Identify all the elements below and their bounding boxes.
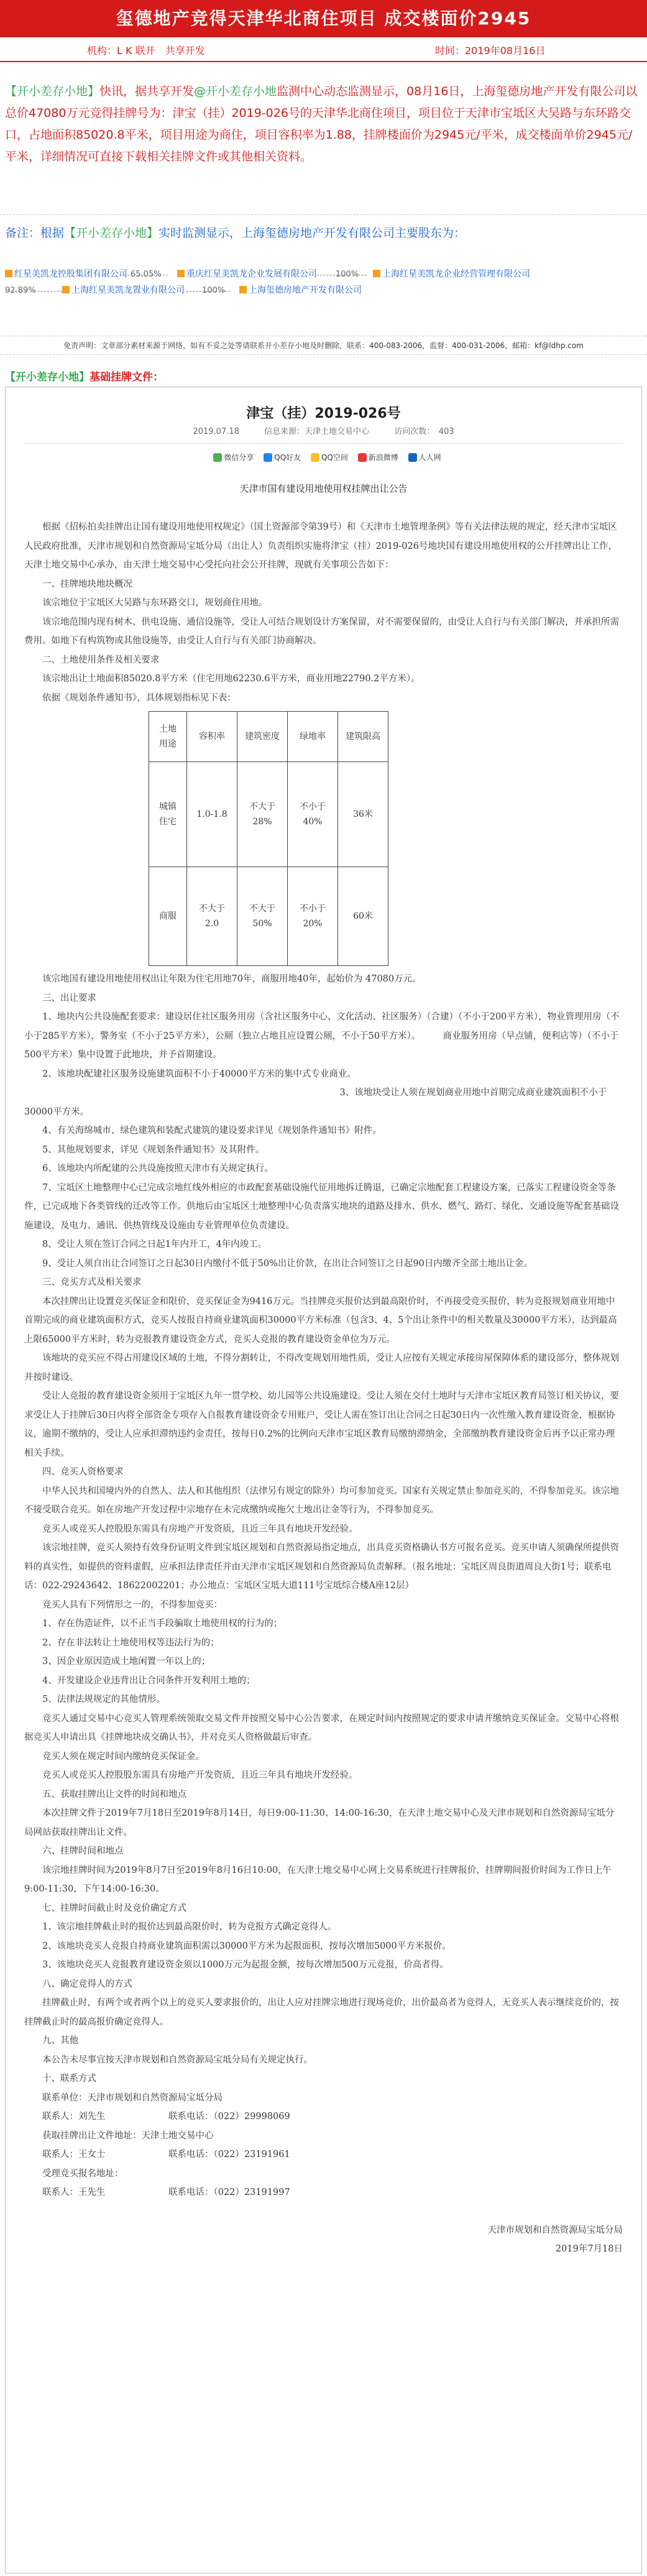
paragraph: 受让人竞报的教育建设资金须用于宝坻区九年一贯学校、幼儿园等公共设施建设。受让人须在交付土地时与天津市宝坻区教育局签订相关协议，要求受让人于挂牌后30日内将全部资金专项存入自报教育建设资金专用账户，受让人需在签订出让合同之日起30日内一次性缴入教育建设资金，根据协议，逾期不缴纳的，受让人应承担滞纳违约金责任，按每日0.2%的比例向天津市宝坻区教育局缴纳滞纳金，全部缴纳教育建设资金后再予以正常办理相关手续。 bbox=[24, 1391, 619, 1458]
document-meta bbox=[6, 425, 641, 436]
paragraph: 竞买人或竞买人控股股东需具有房地产开发资质，且近三年具有地块开发经验。 bbox=[42, 1770, 358, 1780]
table-row bbox=[149, 762, 388, 867]
table-cell: 绿地率 bbox=[288, 712, 338, 762]
paragraph: 依据《规划条件通知书》，具体规划指标见下表： bbox=[42, 692, 236, 703]
table-cell: 36米 bbox=[338, 762, 388, 867]
share-label[interactable]: 新浪微博 bbox=[368, 453, 398, 462]
table-cell: 不小于20% bbox=[288, 867, 338, 966]
time-label: 时间：2019年08月16日 bbox=[435, 45, 546, 57]
paragraph: 该宗地挂牌，竞买人须持有效身份证明文件到宝坻区规划和自然资源局指定地点，出具竞买资格确认书方可报名竞买。竞买申请人须确保所提供资料的真实性，如提供的资料虚假，应承担法律责任并由天津市宝坻区规划和自然资源局负责解释。（报名地址：宝坻区周良街道周良大街1号；联系电话：022-29243642、18622002201；办公地点：宝坻区宝坻大道111号宝坻综合楼A座12层） bbox=[24, 1543, 619, 1591]
shareholder-node[interactable] bbox=[373, 267, 530, 281]
qq-icon[interactable] bbox=[264, 453, 272, 462]
paragraph: 1、该宗地挂牌截止时的报价达到最高限价时，转为竞报方式确定竞得人。 bbox=[42, 1922, 337, 1932]
document-heading: 天津市国有建设用地使用权挂牌出让公告 bbox=[239, 483, 408, 494]
paragraph: 根据《招标拍卖挂牌出让国有建设用地使用权规定》（国土资源部令第39号）和《天津市土地管理条例》等有关法律法规的规定，经天津市宝坻区人民政府批准，天津市规划和自然资源局宝坻分局（出让人）负责组织实施将津宝（挂）2019-026号地块国有建设用地使用权的公开挂牌出让工作，天津土地交易中心承办，由天津土地交易中心受托向社会公开挂牌，现就有关事项公告如下： bbox=[24, 522, 617, 570]
page-title: 玺德地产竞得天津华北商住项目 成交楼面价2945 bbox=[0, 0, 647, 37]
planning-table bbox=[149, 711, 388, 966]
table-cell: 建筑限高 bbox=[338, 712, 388, 762]
section-heading: 八、确定竞得人的方式 bbox=[42, 1979, 132, 1989]
section-text: 基础挂牌文件： bbox=[89, 371, 163, 384]
paragraph: 7、宝坻区土地整理中心已完成宗地红线外相应的市政配套基础设施代征用地拆迁腾退，已确定宗地配套工程建设方案，已落实工程建设资金等条件，已完成地下各类管线的迁改等工作。供地后由宝坻区土地整理中心负责落实地块的道路及排水、供水、燃气、路灯、绿化、交通设施等配套基础设施建设，及电力、通讯、供热管线及设施由专业管理单位负责建设。 bbox=[24, 1182, 619, 1231]
table-cell: 1.0-1.8 bbox=[187, 762, 237, 867]
table-cell: 城镇住宅 bbox=[149, 762, 187, 867]
weibo-icon[interactable] bbox=[358, 453, 367, 462]
disclaimer: 免责声明：文章部分素材来源于网络，如有不妥之处等请联系开小差存小地及时删除，联系：400-083-2006，监督：400-031-2006，邮箱：kf@ldhp.com bbox=[0, 336, 647, 355]
paragraph: 该宗地国有建设用地使用权出让年限为住宅用地70年，商服用地40年，起始价为 47080万元。 bbox=[42, 974, 421, 984]
table-cell: 商服 bbox=[149, 867, 187, 966]
table-cell: 土地用途 bbox=[149, 712, 187, 762]
holding-pct: 65.05% bbox=[131, 270, 162, 279]
paragraph: 9、受让人须自出让合同签订之日起30日内缴付不低于50%出让价款，在出让合同签订之日起90日内缴齐全部土地出让金。 bbox=[42, 1258, 533, 1269]
shareholder-node[interactable] bbox=[5, 267, 127, 281]
paragraph: 6、该地块内所配建的公共设施按照天津市有关规定执行。 bbox=[42, 1164, 273, 1174]
paragraph: 竞买人须在规定时间内缴纳竞买保证金。 bbox=[42, 1751, 204, 1762]
paragraph: 3、因企业原因造成土地闲置一年以上的； bbox=[42, 1657, 211, 1667]
paragraph: 4、有关海绵城市、绿色建筑和装配式建筑的建设要求详见《规划条件通知书》附件。 bbox=[42, 1126, 382, 1136]
share-label[interactable]: QQ好友 bbox=[274, 453, 301, 462]
paragraph: 5、法律法规规定的其他情形。 bbox=[42, 1695, 165, 1704]
company-icon bbox=[373, 270, 380, 277]
paragraph: 竞买人具有下列情形之一的，不得参加竞买： bbox=[42, 1599, 223, 1610]
paragraph: 该宗地出让土地面积85020.8平方米（住宅用地62230.6平方米，商业用地22790.2平方米）。 bbox=[42, 674, 420, 684]
company-icon bbox=[5, 270, 12, 277]
contact-line: 获取挂牌出让文件地址：天津土地交易中心 bbox=[42, 2130, 214, 2141]
contact-line: 受理竞买报名地址： bbox=[42, 2168, 124, 2179]
paragraph: 8、受让人须在签订合同之日起1年内开工，4年内竣工。 bbox=[42, 1240, 267, 1249]
table-row bbox=[149, 867, 388, 966]
lead-text-2: 监测中心动态监测显示，08月16日，上海玺德房地产开发有限公司以总价47080万元竞得挂牌号为：津宝（挂）2019-026号的天津华北商住项目，项目位于天津市宝坻区大吴路与东环路交口，占地面积85020.8平米，项目用途为商住，项目容积率为1.88，挂牌楼面价为2945元/平米，成交楼面单价2945元/平米，详细情况可直接下载相关挂牌文件或其他相关资料。 bbox=[5, 85, 638, 163]
paragraph: 竞买人通过交易中心竞买人管理系统领取交易文件并按照交易中心公告要求，在规定时间内按照规定的要求申请并缴纳竞买保证金。交易中心将根据竞买人申请出具《挂牌地块成交确认书》，并对竞买人资格做最后审查。 bbox=[24, 1713, 619, 1742]
company-icon bbox=[62, 286, 70, 293]
shareholder-node[interactable] bbox=[177, 267, 317, 281]
signature-date: 2019年7月18日 bbox=[555, 2244, 623, 2254]
contact-line: 联系人：刘先生 联系电话：（022）29998069 bbox=[42, 2112, 290, 2122]
note-text: 实时监测显示，上海玺德房地产开发有限公司主要股东为： bbox=[158, 226, 466, 240]
paragraph: 2、该地块竞买人竞报自持商业建筑面积需以30000平方米为起报面积，按每次增加5000平方米报价。 bbox=[42, 1941, 451, 1951]
shareholder-node[interactable] bbox=[239, 283, 362, 297]
note-prefix: 备注：根据 bbox=[5, 226, 65, 240]
holding-pct: 100% bbox=[336, 270, 359, 279]
paragraph: 2、该地块配建社区服务设施建筑面积不小于40000平方米的集中式专业商业。 bbox=[42, 1069, 356, 1079]
shareholder-name[interactable]: 上海红星美凯龙置业有限公司 bbox=[71, 285, 185, 295]
paragraph: 1、地块内公共设施配套要求：建设居住社区服务用房（含社区服务中心、文化活动、社区服务）（合建）（不小于200平方米），物业管理用房（不小于285平方米），警务室（不小于25平方米），公厕（独立占地且应设置公厕，不小于50平方米）。 商业服务用房（早点铺，便利店等）（不小于500平方米）集中设置于此地块，并予首期建设。 bbox=[24, 1012, 620, 1060]
note-tag[interactable]: 【开小差存小地】 bbox=[64, 226, 159, 240]
table-cell: 建筑密度 bbox=[237, 712, 288, 762]
section-heading: 四、竞买人资格要求 bbox=[42, 1467, 124, 1477]
section-heading: 六、挂牌时间和地点 bbox=[42, 1846, 124, 1856]
table-cell: 容积率 bbox=[187, 712, 237, 762]
section-heading: 三、竞买方式及相关要求 bbox=[42, 1277, 142, 1287]
divider bbox=[24, 443, 623, 444]
paragraph: 挂牌截止时，有两个或者两个以上的竞买人要求报价的，出让人应对挂牌宗地进行现场竞价，出价最高者为竞得人，无竞买人表示继续竞价的，按挂牌截止时的最高报价确定竞得人。 bbox=[24, 1998, 619, 2027]
contact-line: 联系人：王先生 联系电话：（022）23191997 bbox=[42, 2187, 290, 2197]
section-heading: 二、土地使用条件及相关要求 bbox=[42, 655, 160, 665]
section-heading: 一、挂牌地块地块概况 bbox=[42, 579, 132, 589]
section-heading: 七、挂牌时间截止时及竞价确定方式 bbox=[42, 1903, 186, 1913]
contact-line: 联系人：王女士 联系电话：（022）23191961 bbox=[42, 2150, 290, 2160]
signature-org: 天津市规划和自然资源局宝坻分局 bbox=[487, 2225, 623, 2235]
table-cell: 60米 bbox=[338, 867, 388, 966]
spacer bbox=[24, 2202, 623, 2221]
shareholder-name[interactable]: 上海玺德房地产开发有限公司 bbox=[249, 285, 362, 295]
paragraph: 5、其他规划要求，详见《规划条件通知书》及其附件。 bbox=[42, 1144, 265, 1155]
divider bbox=[0, 61, 647, 62]
paragraph: 本次挂牌文件于2019年7月18日至2019年8月14日，每日9:00-11:30、14:00-16:30，在天津土地交易中心及天津市规划和自然资源局宝坻分局网站获取挂牌出让文件。 bbox=[24, 1808, 615, 1838]
shareholder-name[interactable]: 上海红星美凯龙企业经营管理有限公司 bbox=[382, 269, 530, 279]
paragraph: 该宗地范围内现有树木、供电设施、通信设施等，受让人可结合规划设计方案保留，对不需要保留的，由受让人自行与有关部门解决，并承担所需费用。如地下有构筑物或其他设施等，由受让人自行与有关部门协商解决。 bbox=[24, 617, 619, 646]
paragraph: 2、存在非法转让土地使用权等违法行为的； bbox=[42, 1637, 219, 1648]
note-paragraph bbox=[5, 224, 642, 242]
shareholder-name[interactable]: 红星美凯龙控股集团有限公司 bbox=[14, 269, 127, 279]
byline bbox=[0, 41, 647, 57]
connector bbox=[31, 291, 62, 292]
document-views: 访问次数： 403 bbox=[394, 427, 454, 436]
lead-text-1: 快讯，据共享开发 bbox=[99, 85, 195, 98]
qzone-icon[interactable] bbox=[311, 453, 319, 462]
section-heading: 九、其他 bbox=[42, 2036, 78, 2046]
document-date: 2019.07.18 bbox=[193, 427, 239, 436]
author-label: 机构：L K 联开 共享开发 bbox=[87, 45, 205, 57]
table-cell: 不大于2.0 bbox=[187, 867, 237, 966]
renren-icon[interactable] bbox=[408, 453, 417, 462]
section-heading: 十、联系方式 bbox=[42, 2074, 96, 2084]
lead-tag: 【开小差存小地】 bbox=[5, 85, 100, 98]
contact-line: 联系单位：天津市规划和自然资源局宝坻分局 bbox=[42, 2092, 223, 2103]
document-source: 信息来源：天津土地交易中心 bbox=[264, 427, 370, 436]
holding-pct: 92.89% bbox=[5, 286, 36, 295]
paragraph: 该地块的竞买应不得占用建设区域的土地，不得分割转让，不得改变规划用地性质，受让人应按有关规定承接房屋保障体系的建设部分，整体规划并按时建设。 bbox=[24, 1353, 619, 1382]
shareholder-node[interactable] bbox=[62, 283, 185, 297]
section-heading: 三、出让要求 bbox=[42, 993, 96, 1003]
paragraph: 本公告未尽事宜按天津市规划和自然资源局宝坻分局有关规定执行。 bbox=[42, 2054, 313, 2065]
share-bar bbox=[6, 452, 641, 462]
lead-paragraph bbox=[5, 81, 642, 168]
table-cell: 不大于28% bbox=[237, 762, 288, 867]
section-heading: 五、获取挂牌出让文件的时间和地点 bbox=[42, 1789, 186, 1800]
paragraph: 竞买人或竞买人控股股东需具有房地产开发资质，且近三年具有地块开发经验。 bbox=[42, 1524, 358, 1534]
shareholder-name[interactable]: 重庆红星美凯龙企业发展有限公司 bbox=[186, 269, 317, 279]
paragraph: 中华人民共和国境内外的自然人、法人和其他组织（法律另有规定的除外）均可参加竞买。国家有关规定禁止参加竞买的，不得参加竞买。该宗地不接受联合竞买。如在房地产开发过程中宗地存在未完成缴纳或拖欠土地出让金等行为，不得参加竞买。 bbox=[24, 1486, 619, 1515]
share-label[interactable]: QQ空间 bbox=[321, 453, 348, 462]
table-header-row bbox=[149, 712, 388, 762]
paragraph: 3、该地块竞买人竞报教育建设资金须以1000万元为起报金额，按每次增加500万元竞报，价高者得。 bbox=[42, 1960, 449, 1970]
company-icon bbox=[177, 270, 185, 277]
wechat-icon[interactable] bbox=[213, 453, 222, 462]
document-body bbox=[24, 518, 623, 2259]
paragraph: 该宗地挂牌时间为2019年8月7日至2019年8月16日10:00，在天津土地交易中心网上交易系统进行挂牌报价，挂牌期间报价时间为工作日上午9:00-11:30，下午14:00-16:30。 bbox=[24, 1865, 612, 1894]
section-tag[interactable]: 【开小差存小地】 bbox=[5, 371, 89, 384]
lead-link[interactable]: @开小差存小地 bbox=[194, 85, 277, 98]
share-label[interactable]: 微信分享 bbox=[224, 453, 254, 462]
paragraph: 3、该地块受让人须在规划商业用地中首期完成商业建筑面积不小于30000平方米。 bbox=[24, 1088, 607, 1117]
paragraph: 1、存在伪造证件，以不正当手段骗取土地使用权的行为的； bbox=[42, 1619, 283, 1629]
company-icon bbox=[239, 286, 247, 293]
paragraph: 该宗地位于宝坻区大吴路与东环路交口，规划商住用地。 bbox=[42, 598, 268, 608]
table-cell: 不大于50% bbox=[237, 867, 288, 966]
table-cell: 不小于40% bbox=[288, 762, 338, 867]
section-title bbox=[5, 368, 642, 384]
paragraph: 本次挂牌出让设置竞买保证金和限价，竞买保证金为9416万元。当挂牌竞买报价达到最高限价时，不再接受竞买报价，转为竞报规划商业用地中首期完成的商业建筑面积方式，竞买人按报自持商业建筑面积30000平方米标准（包含3、4、5个出让条件中的相关数量及30000平方米），达到最高上限65000平方米时，转为竞报教育建设资金方式，竞买人竞报的教育建设资金单位为万元。 bbox=[24, 1296, 617, 1345]
divider bbox=[0, 214, 647, 215]
share-label[interactable]: 人人网 bbox=[418, 453, 441, 462]
announcement-document bbox=[5, 387, 642, 2574]
shareholder-tree bbox=[0, 267, 647, 317]
holding-pct: 100% bbox=[202, 286, 226, 295]
paragraph: 4、开发建设企业违背出让合同条件开发利用土地的； bbox=[42, 1675, 255, 1686]
document-title: 津宝（挂）2019-026号 bbox=[246, 406, 401, 421]
